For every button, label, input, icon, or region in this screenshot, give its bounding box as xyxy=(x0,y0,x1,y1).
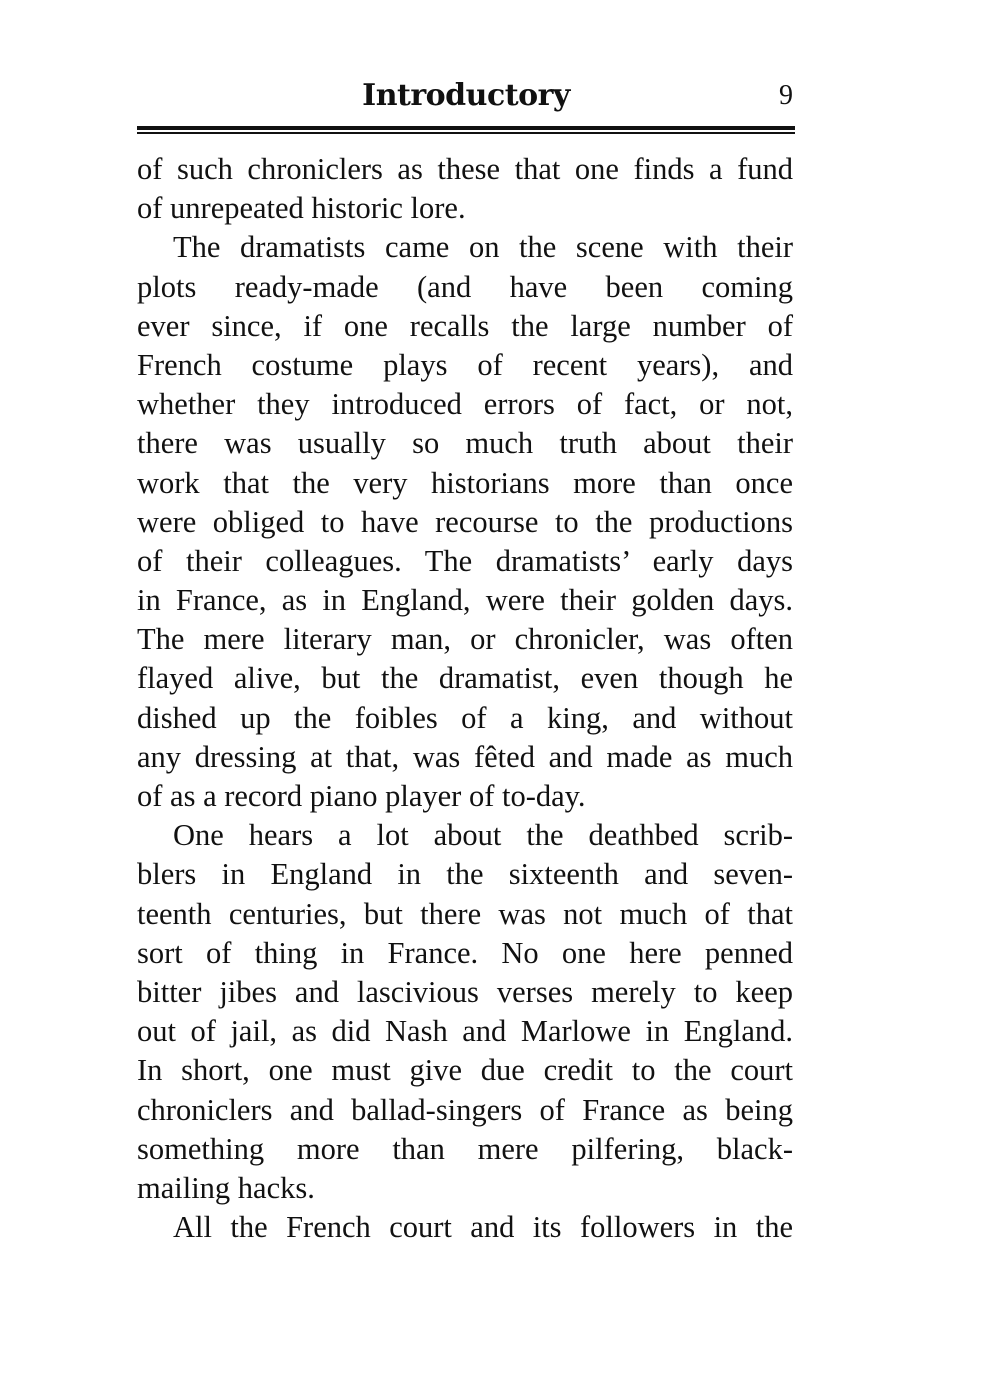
paragraph xyxy=(137,150,793,228)
text-line: teenth centuries, but there was not much of that xyxy=(137,896,793,931)
text-line: flayed alive, but the dramatist, even though he xyxy=(137,661,793,696)
running-header xyxy=(137,78,795,118)
text-line: mailing hacks. xyxy=(137,1170,315,1205)
text-line: work that the very historians more than once xyxy=(137,465,793,500)
text-line: chroniclers and ballad-singers of France as being xyxy=(137,1092,793,1127)
paragraph xyxy=(137,816,793,1208)
text-line: of unrepeated historic lore. xyxy=(137,191,466,226)
text-line: any dressing at that, was fêted and made as much xyxy=(137,739,793,774)
paragraph xyxy=(137,228,793,816)
text-line: of their colleagues. The dramatists’ early days xyxy=(137,543,793,578)
text-line: The mere literary man, or chronicler, was often xyxy=(137,622,793,657)
text-line: plots ready-made (and have been coming xyxy=(137,269,793,304)
text-line: The dramatists came on the scene with their xyxy=(173,230,793,265)
paragraph xyxy=(137,1208,793,1247)
running-title: Introductory xyxy=(362,78,570,113)
text-line: in France, as in England, were their golden days. xyxy=(137,583,793,618)
page-number: 9 xyxy=(779,80,793,111)
text-line: out of jail, as did Nash and Marlowe in England. xyxy=(137,1014,793,1049)
text-line: One hears a lot about the deathbed scrib- xyxy=(173,818,793,853)
text-line: ever since, if one recalls the large number of xyxy=(137,308,793,343)
text-line: bitter jibes and lascivious verses merely to keep xyxy=(137,974,793,1009)
text-line: All the French court and its followers in the xyxy=(173,1210,793,1245)
text-line: dished up the foibles of a king, and without xyxy=(137,700,793,735)
text-line: sort of thing in France. No one here penned xyxy=(137,935,793,970)
text-line: something more than mere pilfering, black- xyxy=(137,1131,793,1166)
text-line: blers in England in the sixteenth and seven- xyxy=(137,857,793,892)
text-line: French costume plays of recent years), and xyxy=(137,347,793,382)
text-line: of as a record piano player of to-day. xyxy=(137,779,586,813)
text-line: were obliged to have recourse to the productions xyxy=(137,504,793,539)
text-line: whether they introduced errors of fact, or not, xyxy=(137,387,793,422)
text-line: of such chroniclers as these that one finds a fund xyxy=(137,152,793,186)
text-line: there was usually so much truth about their xyxy=(137,426,793,461)
page-body xyxy=(137,150,793,1247)
header-rule xyxy=(137,126,795,134)
text-line: In short, one must give due credit to the court xyxy=(137,1053,793,1088)
